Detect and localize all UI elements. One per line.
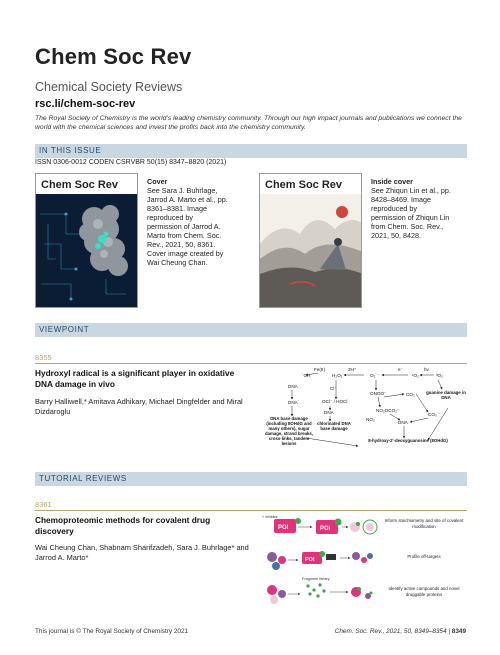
cover-caption-text: See Sara J. Buhrlage, Jarrod A. Marto et al., pp. 8361–8381. Image reproduced by permission of Jarrod A. Marto from Chem. Soc. Rev., 2021, 50, 8361. Cover image created by Wai Cheung Chan. xyxy=(147,186,228,267)
dna-radical-label: DNA˙ xyxy=(288,400,300,405)
footer-copyright: This journal is © The Royal Society of Chemistry 2021 xyxy=(35,628,189,635)
viewpoint-diagram xyxy=(258,366,468,460)
inside-cover-thumb-title: Chem Soc Rev xyxy=(265,179,343,191)
article-title[interactable]: Hydroxyl radical is a significant player in oxidative DNA damage in vivo xyxy=(35,368,235,389)
poi-label: POI xyxy=(305,557,315,563)
footer-citation xyxy=(0,628,466,635)
cl-minus-label: Cl⁻ xyxy=(330,386,337,391)
hv-label: hν xyxy=(424,367,429,372)
ohdg-note: 8-hydroxy-2'-deoxyguanosine (8OHdG) xyxy=(368,438,448,443)
damage-list: DNA base damage (including 8OHdG and many others), sugar damage, strand breaks, cross-links, tandem lesions xyxy=(264,416,313,446)
section-heading: VIEWPOINT xyxy=(39,325,90,334)
cover-caption-title: Cover xyxy=(147,177,168,186)
footer-separator: | xyxy=(448,628,450,635)
two-h-label: 2H⁺ xyxy=(348,367,357,372)
cover-artwork xyxy=(36,174,138,308)
tutorial-diagram xyxy=(258,514,468,610)
cover-thumb-title: Chem Soc Rev xyxy=(41,179,119,191)
row2-note: Profile off-targets xyxy=(407,554,441,559)
footer-citation-text: Chem. Soc. Rev., 2021, 50, 8349–8354 xyxy=(334,628,447,635)
article-page-number: 8361 xyxy=(35,500,52,509)
inside-cover-image[interactable] xyxy=(259,173,362,308)
cover-image[interactable] xyxy=(35,173,138,308)
poi-label: POI xyxy=(320,526,331,532)
section-bar-viewpoint xyxy=(35,323,467,337)
onoo-label: ONOO⁻ xyxy=(370,391,387,396)
e-minus-label: e⁻ xyxy=(398,367,403,372)
row3-note: Identify active compounds and novel druggable proteins xyxy=(388,586,460,597)
poi-label: POI xyxy=(278,525,289,531)
journal-url[interactable]: rsc.li/chem-soc-rev xyxy=(35,98,136,110)
section-heading: IN THIS ISSUE xyxy=(39,146,102,155)
inhibitor-label: + inhibitor xyxy=(262,515,278,519)
no2-label: NO₂˙ xyxy=(366,417,377,422)
fragment-library-label: Fragment library xyxy=(302,577,330,581)
article-page-number: 8355 xyxy=(35,353,52,362)
cover-caption xyxy=(147,177,229,267)
article-authors: Wai Cheung Chan, Shabnam Sharifzadeh, Sara J. Buhrlage* and Jarrod A. Marto* xyxy=(35,543,249,562)
section-bar-tutorial-reviews xyxy=(35,472,467,486)
article-title[interactable]: Chemoproteomic methods for covalent drug discovery xyxy=(35,515,211,536)
footer-page-number: 8349 xyxy=(451,628,466,635)
h2o2-top-label: H₂O₂ xyxy=(332,373,343,378)
divider xyxy=(35,510,467,511)
inside-cover-caption-text: See Zhiqun Lin et al., pp. 8428–8469. Image reproduced by permission of Zhiqun Lin from Chem. Soc. Rev., 2021, 50, 8428. xyxy=(371,186,451,240)
dna-label: DNA xyxy=(288,384,298,389)
inside-cover-caption-title: Inside cover xyxy=(371,177,413,186)
divider xyxy=(35,363,467,364)
inside-cover-artwork xyxy=(260,174,362,308)
co2-label: CO₂ xyxy=(406,392,415,397)
oh-radical-label: ˙OH xyxy=(302,373,311,378)
dna-label: DNA xyxy=(398,420,408,425)
guanine-note: guanine damage in DNA xyxy=(426,390,466,400)
o2-right-label: ³O₂ xyxy=(436,373,443,378)
article-authors: Barry Halliwell,* Amitava Adhikary, Michael Dingfelder and Miral Dizdaroglu xyxy=(35,397,243,416)
row1-note: Inform stoichiometry and site of covalent modification xyxy=(384,518,464,529)
journal-subtitle: Chemical Society Reviews xyxy=(35,80,183,94)
inside-cover-caption xyxy=(371,177,453,240)
ocl-label: OCl⁻ / HOCl xyxy=(322,399,348,404)
o2-minus-label: O₂˙⁻ xyxy=(370,373,380,378)
issn-line: ISSN 0306-0012 CODEN CSRVBR 50(15) 8347–8820 (2021) xyxy=(35,159,227,166)
fe-label: Fe(II) xyxy=(314,367,325,372)
no2oco2-label: NO₂OCO₂⁻ xyxy=(376,408,400,413)
co3-label: CO₃˙⁻ xyxy=(428,412,441,417)
chlorinated-note: chlorinated DNA base damage xyxy=(317,421,351,431)
dna-label: DNA xyxy=(324,410,334,415)
journal-title: Chem Soc Rev xyxy=(35,44,192,69)
section-heading: TUTORIAL REVIEWS xyxy=(39,474,127,483)
section-bar-in-this-issue xyxy=(35,144,467,158)
journal-description: The Royal Society of Chemistry is the world's leading chemistry community. Through our high impact journals and publications we connect the world with the chemical sciences and invest the profits back into the chemistry community. xyxy=(35,115,462,132)
o2-singlet-label: ¹O₂ xyxy=(412,373,419,378)
